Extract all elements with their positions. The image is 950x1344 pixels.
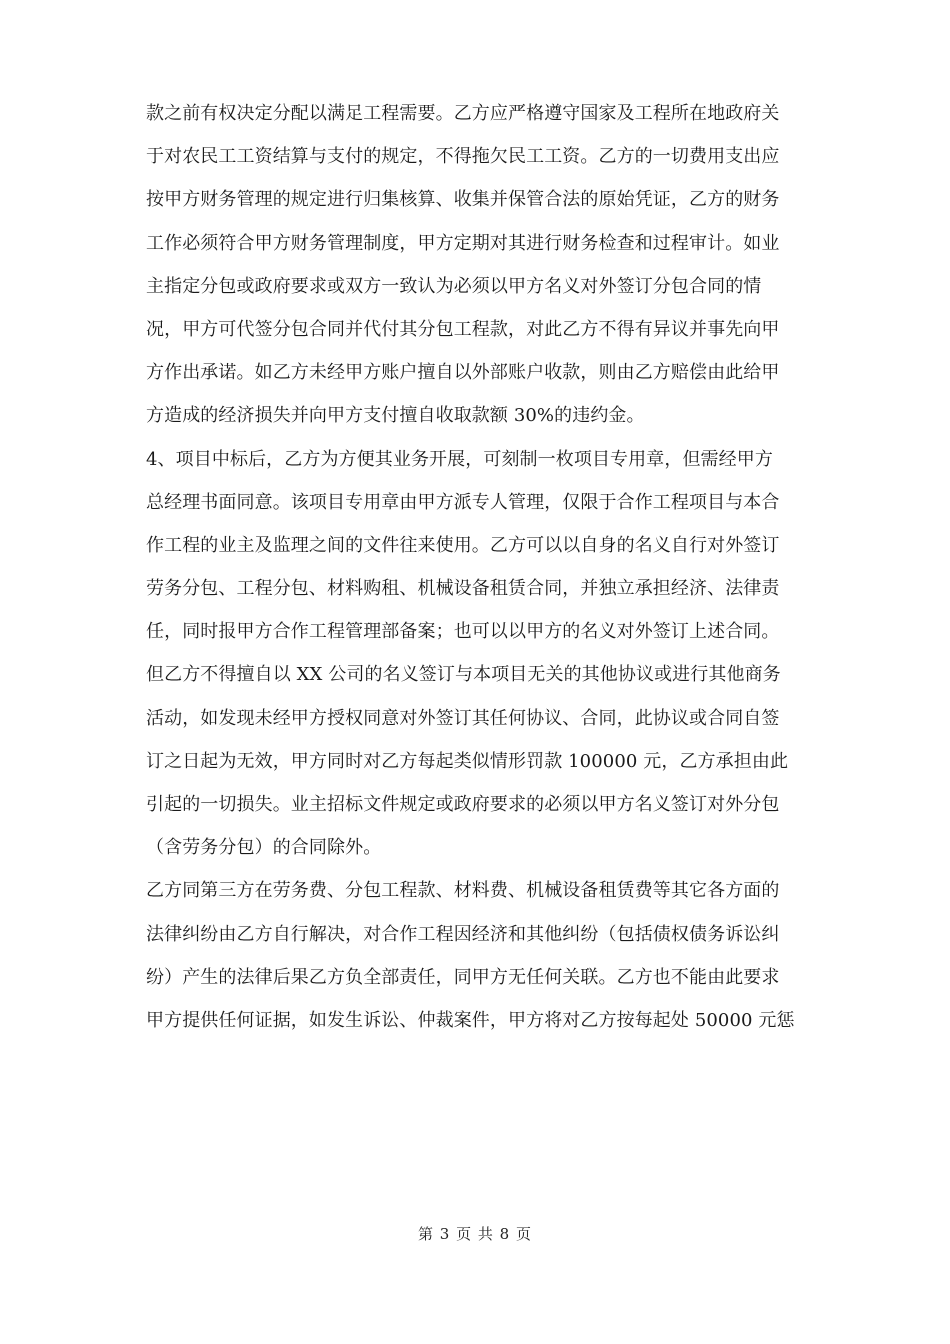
text-line: 于对农民工工资结算与支付的规定，不得拖欠民工工资。乙方的一切费用支出应 (146, 146, 780, 168)
body-text (146, 92, 816, 1042)
text-line: 主指定分包或政府要求或双方一致认为必须以甲方名义对外签订分包合同的情 (146, 275, 762, 297)
text-line: 况，甲方可代签分包合同并代付其分包工程款，对此乙方不得有异议并事先向甲 (146, 318, 780, 340)
text-line: 4、项目中标后，乙方为方便其业务开展，可刻制一枚项目专用章，但需经甲方 (146, 448, 773, 470)
text-line: 活动，如发现未经甲方授权同意对外签订其任何协议、合同，此协议或合同自签 (146, 707, 780, 729)
text-line: 按甲方财务管理的规定进行归集核算、收集并保管合法的原始凭证，乙方的财务 (146, 189, 780, 211)
text-line: 引起的一切损失。业主招标文件规定或政府要求的必须以甲方名义签订对外分包 (146, 794, 780, 815)
text-line: 法律纠纷由乙方自行解决，对合作工程因经济和其他纠纷（包括债权债务诉讼纠 (146, 923, 780, 945)
page-number-footer: 第 3 页 共 8 页 (418, 1225, 532, 1243)
text-line: 乙方同第三方在劳务费、分包工程款、材料费、机械设备租赁费等其它各方面的 (146, 880, 780, 902)
text-line: 甲方提供任何证据，如发生诉讼、仲裁案件，甲方将对乙方按每起处 50000 元惩 (146, 1009, 795, 1031)
text-line: 订之日起为无效，甲方同时对乙方每起类似情形罚款 100000 元，乙方承担由此 (146, 750, 789, 772)
text-line: （含劳务分包）的合同除外。 (146, 837, 382, 859)
text-line: 作工程的业主及监理之间的文件往来使用。乙方可以以自身的名义自行对外签订 (146, 534, 780, 556)
text-line: 方造成的经济损失并向甲方支付擅自收取款额 30%的违约金。 (146, 405, 645, 427)
text-line: 方作出承诺。如乙方未经甲方账户擅自以外部账户收款，则由乙方赔偿由此给甲 (146, 362, 780, 384)
text-line: 任，同时报甲方合作工程管理部备案；也可以以甲方的名义对外签订上述合同。 (146, 621, 780, 643)
text-line: 总经理书面同意。该项目专用章由甲方派专人管理，仅限于合作工程项目与本合 (146, 491, 780, 513)
text-line: 劳务分包、工程分包、材料购租、机械设备租赁合同，并独立承担经济、法律责 (146, 578, 780, 600)
text-line: 工作必须符合甲方财务管理制度，甲方定期对其进行财务检查和过程审计。如业 (146, 232, 780, 254)
text-line: 纷）产生的法律后果乙方负全部责任，同甲方无任何关联。乙方也不能由此要求 (146, 966, 780, 988)
text-line: 但乙方不得擅自以 XX 公司的名义签订与本项目无关的其他协议或进行其他商务 (146, 664, 781, 686)
text-line: 款之前有权决定分配以满足工程需要。乙方应严格遵守国家及工程所在地政府关 (146, 103, 780, 124)
